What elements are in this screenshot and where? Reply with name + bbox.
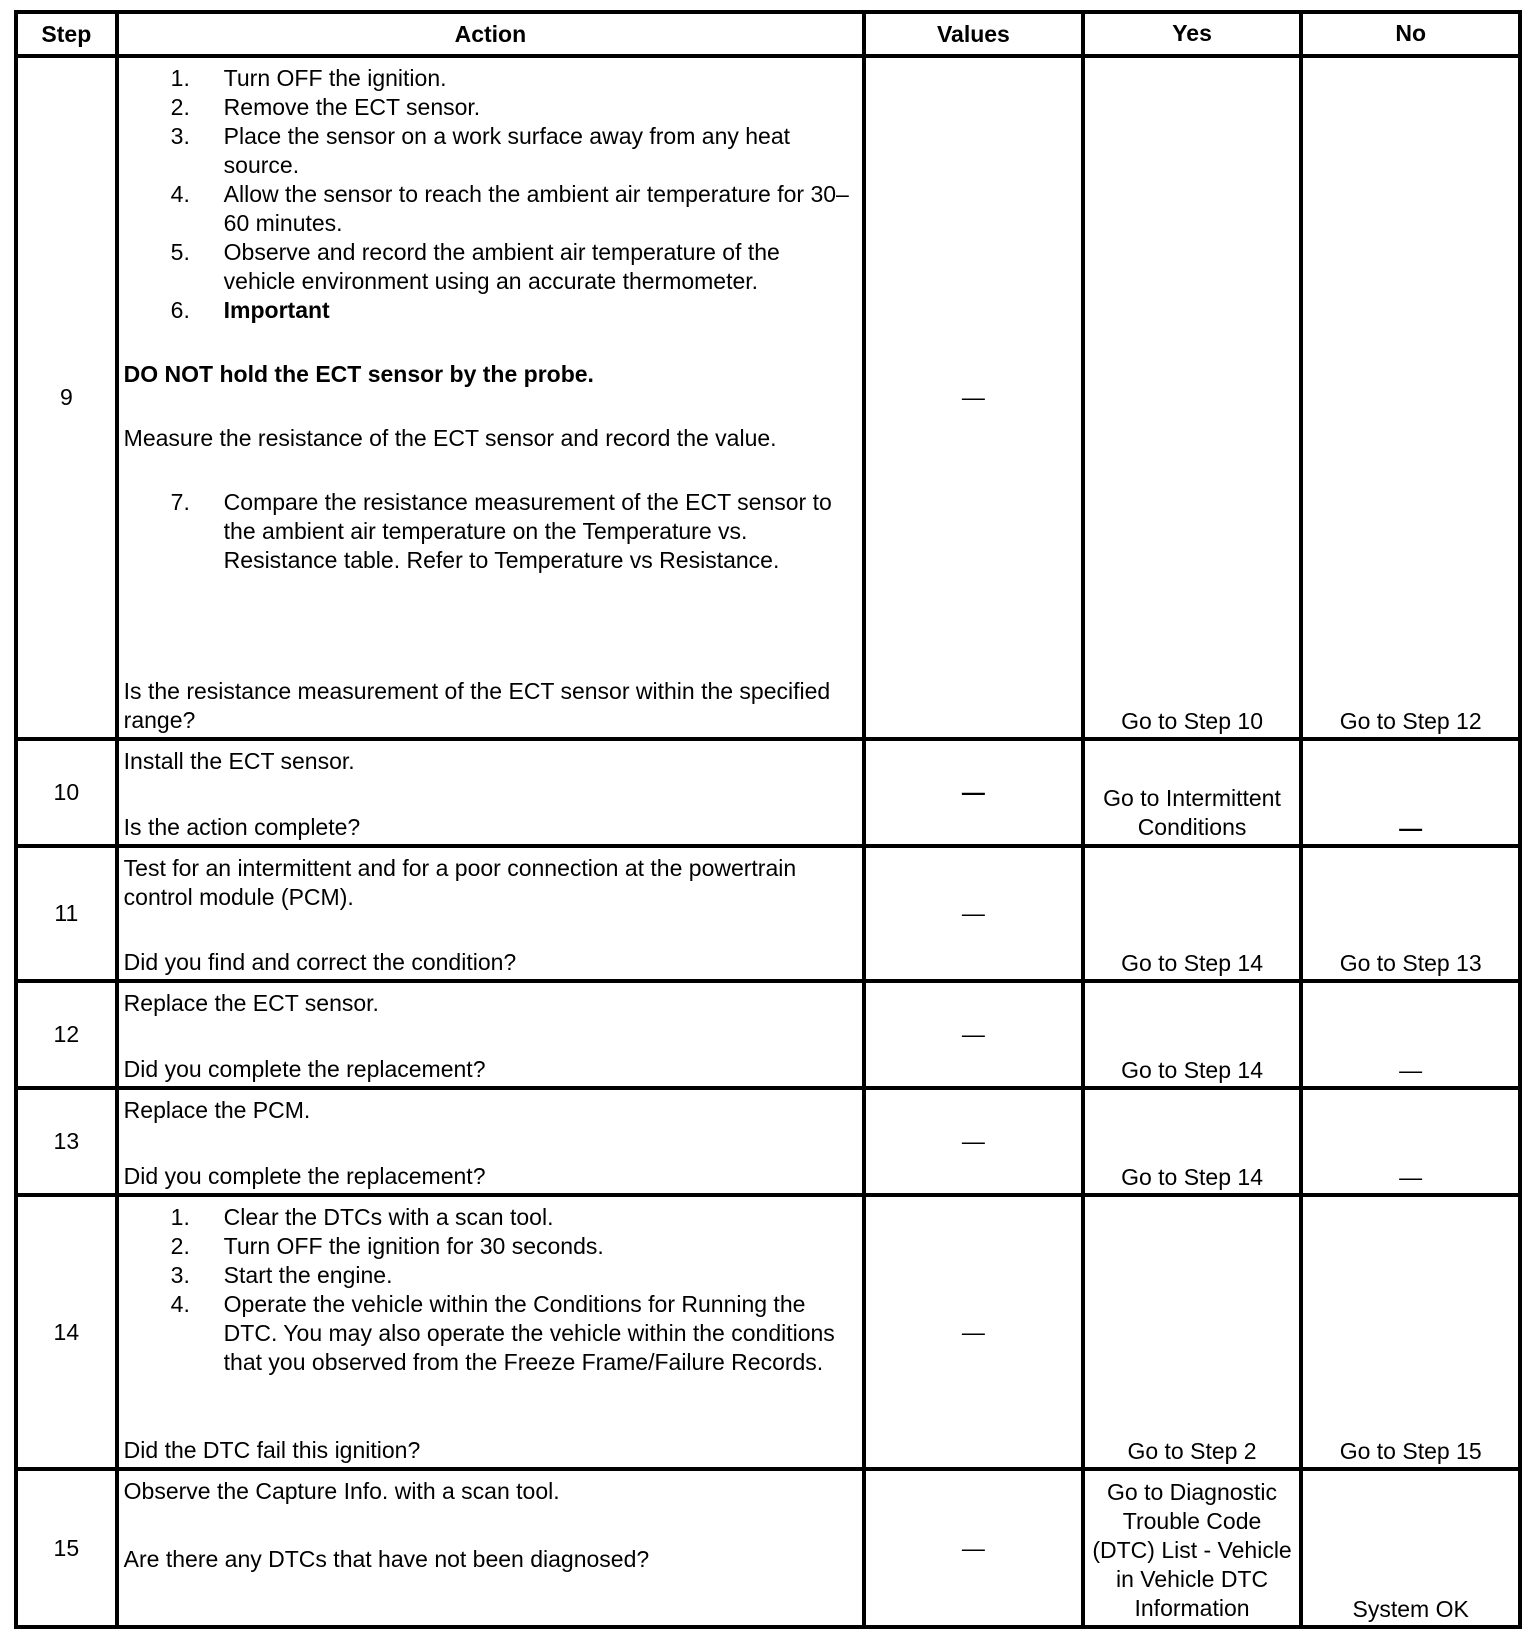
- header-no: No: [1301, 12, 1520, 56]
- step-number: 9: [16, 56, 117, 739]
- yes-cell: Go to Diagnostic Trouble Code (DTC) List - Vehicle in Vehicle DTC Information: [1083, 1469, 1302, 1627]
- list-item: 2. Turn OFF the ignition for 30 seconds.: [170, 1233, 604, 1259]
- header-step: Step: [16, 12, 117, 56]
- measure-text: Measure the resistance of the ECT sensor and record the value.: [123, 425, 777, 451]
- question-text: Did you find and correct the condition?: [123, 949, 517, 975]
- no-cell: —: [1301, 1088, 1520, 1195]
- table-row: [16, 1088, 1520, 1195]
- action-steps-list: [124, 1203, 857, 1377]
- action-cell: [117, 846, 864, 981]
- action-text: Test for an intermittent and for a poor connection at the powertrain control module (PCM).: [123, 855, 797, 910]
- important-note: DO NOT hold the ECT sensor by the probe.: [123, 361, 594, 387]
- action-text: Observe the Capture Info. with a scan tool.: [123, 1478, 560, 1504]
- no-cell: Go to Step 15: [1301, 1195, 1520, 1469]
- step-number: 12: [16, 981, 117, 1088]
- no-cell: Go to Step 13: [1301, 846, 1520, 981]
- list-item: 5. Observe and record the ambient air temperature of the vehicle environment using an accurate thermometer.: [170, 239, 780, 294]
- action-cell: [117, 1469, 864, 1627]
- question-text: Did the DTC fail this ignition?: [123, 1437, 421, 1463]
- list-item: 1. Turn OFF the ignition.: [170, 65, 447, 91]
- header-values: Values: [864, 12, 1083, 56]
- list-item: 3. Start the engine.: [170, 1262, 393, 1288]
- values-cell: —: [864, 981, 1083, 1088]
- action-steps-list: [124, 64, 857, 325]
- action-cell: [117, 56, 864, 739]
- diagnostic-table: [14, 10, 1522, 1629]
- question-text: Is the action complete?: [123, 814, 361, 840]
- no-cell: —: [1301, 739, 1520, 846]
- table-row: [16, 846, 1520, 981]
- action-steps-list: [124, 488, 857, 575]
- values-cell: —: [864, 1088, 1083, 1195]
- table-row: [16, 981, 1520, 1088]
- step-number: 11: [16, 846, 117, 981]
- values-cell: —: [864, 846, 1083, 981]
- list-item: 3. Place the sensor on a work surface away from any heat source.: [170, 123, 791, 178]
- yes-cell: Go to Step 10: [1083, 56, 1302, 739]
- action-text: Install the ECT sensor.: [123, 748, 355, 774]
- list-item: 4. Allow the sensor to reach the ambient air temperature for 30–60 minutes.: [170, 181, 849, 236]
- values-cell: —: [864, 56, 1083, 739]
- table-row: [16, 1195, 1520, 1469]
- no-cell: Go to Step 12: [1301, 56, 1520, 739]
- no-cell: —: [1301, 981, 1520, 1088]
- important-label: Important: [223, 297, 330, 323]
- action-cell: [117, 981, 864, 1088]
- step-number: 14: [16, 1195, 117, 1469]
- yes-cell: Go to Step 14: [1083, 981, 1302, 1088]
- table-row: [16, 1469, 1520, 1627]
- yes-cell: Go to Intermittent Conditions: [1083, 739, 1302, 846]
- yes-cell: Go to Step 14: [1083, 846, 1302, 981]
- action-cell: [117, 1195, 864, 1469]
- question-text: Are there any DTCs that have not been diagnosed?: [123, 1546, 650, 1572]
- header-yes: Yes: [1083, 12, 1302, 56]
- values-cell: —: [864, 1469, 1083, 1627]
- list-item: 1. Clear the DTCs with a scan tool.: [170, 1204, 554, 1230]
- header-row: [16, 12, 1520, 56]
- list-item: 2. Remove the ECT sensor.: [170, 94, 481, 120]
- step-number: 13: [16, 1088, 117, 1195]
- table-row: [16, 56, 1520, 739]
- action-text: Replace the ECT sensor.: [123, 990, 379, 1016]
- question-text: Is the resistance measurement of the ECT sensor within the specified range?: [123, 678, 831, 733]
- action-cell: [117, 739, 864, 846]
- list-item: 6. Important: [124, 296, 857, 325]
- step-number: 15: [16, 1469, 117, 1627]
- values-cell: —: [864, 1195, 1083, 1469]
- action-cell: [117, 1088, 864, 1195]
- list-item: 4. Operate the vehicle within the Conditions for Running the DTC. You may also operate the vehicle within the conditions that you observed from the Freeze Frame/Failure Records.: [170, 1291, 835, 1375]
- header-action: Action: [117, 12, 864, 56]
- table-row: [16, 739, 1520, 846]
- question-text: Did you complete the replacement?: [123, 1163, 486, 1189]
- list-item: 7. Compare the resistance measurement of the ECT sensor to the ambient air temperature on the Temperature vs. Resistance table. Refer to Temperature vs Resistance.: [170, 489, 832, 573]
- yes-cell: Go to Step 14: [1083, 1088, 1302, 1195]
- action-text: Replace the PCM.: [123, 1097, 311, 1123]
- no-cell: System OK: [1301, 1469, 1520, 1627]
- question-text: Did you complete the replacement?: [123, 1056, 486, 1082]
- yes-cell: Go to Step 2: [1083, 1195, 1302, 1469]
- step-number: 10: [16, 739, 117, 846]
- values-cell: —: [864, 739, 1083, 846]
